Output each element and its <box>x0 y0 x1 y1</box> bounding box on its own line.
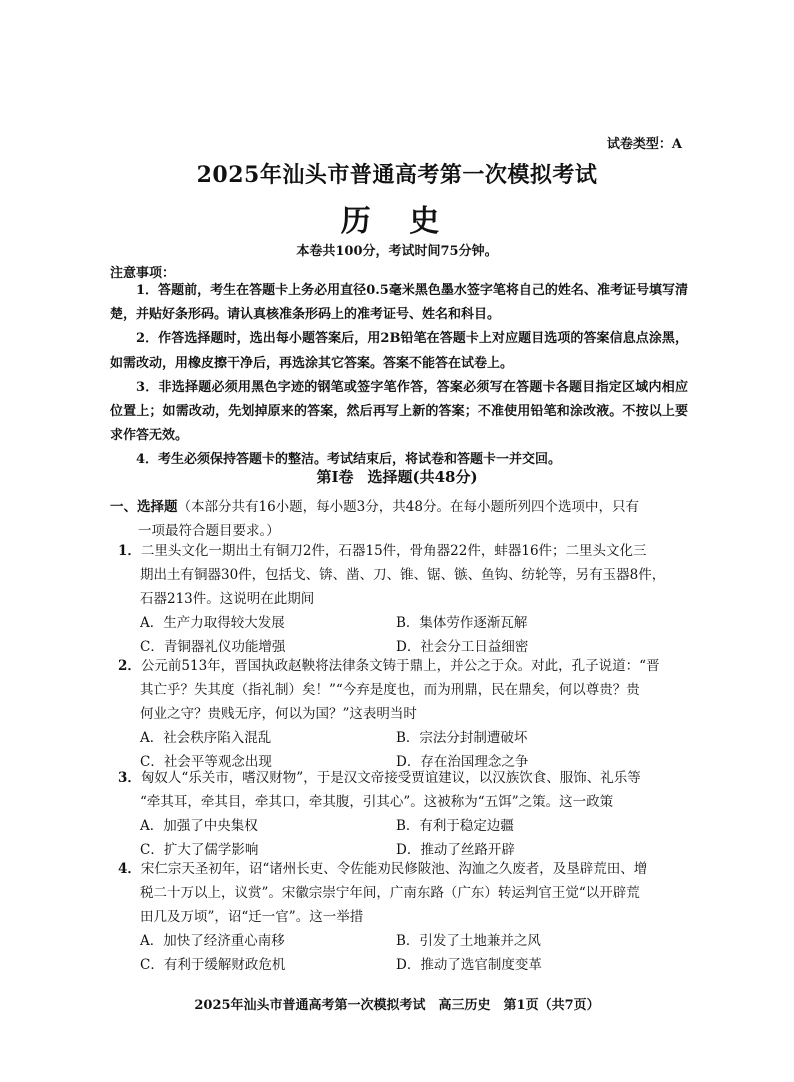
question-number: 4． <box>118 861 141 877</box>
section-title <box>0 466 794 487</box>
option-b: B．有利于稳定边疆 <box>396 818 514 834</box>
question-number: 3． <box>118 770 141 786</box>
section-title-part: 第Ⅰ卷 <box>316 468 354 486</box>
question-3 <box>118 766 690 862</box>
question-number: 2． <box>118 658 141 674</box>
notice-list <box>110 279 688 473</box>
option-a: A．加快了经济重心南移 <box>140 933 285 949</box>
option-d: D．存在治国理念之争 <box>396 754 529 770</box>
option-c: C．扩大了儒学影响 <box>140 842 259 858</box>
question-stem-line: 二里头文化一期出土有铜刀2件，石器15件，骨角器22件，蚌器16件；二里头文化三 <box>140 543 647 559</box>
question-stem-line: “牵其耳，牵其目，牵其口，牵其腹，引其心”。这被称为“五饵”之策。这一政策 <box>140 794 614 810</box>
option-a: A．加强了中央集权 <box>140 818 258 834</box>
option-b: B．引发了土地兼并之风 <box>396 933 541 949</box>
question-options <box>118 929 690 977</box>
question-stem-line: 石器213件。这说明在此期间 <box>140 591 315 607</box>
page-footer: 2025年汕头市普通高考第一次模拟考试 高三历史 第1页（共7页） <box>194 998 600 1013</box>
question-stem-line: 田几及万顷”，诏“迁一官”。这一举措 <box>140 909 364 925</box>
question-stem-line: 宋仁宗天圣初年，诏“诸州长吏、令佐能劝民修陂池、沟洫之久废者，及垦辟荒田、增 <box>140 861 648 877</box>
part-instructions <box>110 495 690 543</box>
option-d: D．推动了丝路开辟 <box>396 842 515 858</box>
question-number: 1． <box>118 543 141 559</box>
question-stem-line: 匈奴人“乐关市，嗜汉财物”，于是汉文帝接受贾谊建议，以汉族饮食、服饰、礼乐等 <box>140 770 641 786</box>
notice-item: 1．答题前，考生在答题卡上务必用直径0.5毫米黑色墨水签字笔将自己的姓名、准考证号填写清楚，并贴好条形码。请认真核准条形码上的准考证号、姓名和科目。 <box>110 283 688 323</box>
option-d: D．社会分工日益细密 <box>396 639 529 655</box>
option-b: B．宗法分封制遭破坏 <box>396 730 528 746</box>
option-c: C．社会平等观念出现 <box>140 754 272 770</box>
notice-item: 4．考生必须保持答题卡的整洁。考试结束后，将试卷和答题卡一并交回。 <box>136 452 562 468</box>
part-label: 一、选择题 <box>110 499 178 515</box>
question-stem-line: 税二十万以上，议赏”。宋徽宗崇宁年间，广南东路（广东）转运判官王觉“以开辟荒 <box>140 885 640 901</box>
question-stem-line: 何业之守？贵贱无序，何以为国？”这表明当时 <box>140 706 417 722</box>
question-1 <box>118 539 690 659</box>
question-4 <box>118 857 690 977</box>
question-2 <box>118 654 690 774</box>
notice-item: 3．非选择题必须用黑色字迹的钢笔或签字笔作答，答案必须写在答题卡各题目指定区域内相应位置上；如需改动，先划掉原来的答案，然后再写上新的答案；不准使用铅笔和涂改液。不按以上要求作答无效。 <box>110 379 688 444</box>
notice-item: 2．作答选择题时，选出每小题答案后，用2B铅笔在答题卡上对应题目选项的答案信息点涂黑，如需改动，用橡皮擦干净后，再选涂其它答案。答案不能答在试卷上。 <box>110 331 688 371</box>
part-instruction-line: 一项最符合题目要求。） <box>138 523 280 539</box>
question-options <box>118 611 690 659</box>
notice-heading: 注意事项： <box>110 266 176 281</box>
exam-title: 2025年汕头市普通高考第一次模拟考试 <box>196 162 598 188</box>
subject-title: 历 史 <box>340 204 454 239</box>
section-title-desc: 选择题(共48分) <box>367 468 478 486</box>
option-d: D．推动了选官制度变革 <box>396 957 542 973</box>
option-b: B．集体劳作逐渐瓦解 <box>396 615 528 631</box>
option-c: C．青铜器礼仪功能增强 <box>140 639 286 655</box>
question-stem-line: 其亡乎？失其度（指礼制）矣！”“今弃是度也，而为刑鼎，民在鼎矣，何以尊贵？贵 <box>140 682 640 698</box>
part-instruction-line: （本部分共有16小题，每小题3分，共48分。在每小题所列四个选项中，只有 <box>177 499 639 515</box>
option-a: A．生产力取得较大发展 <box>140 615 285 631</box>
exam-meta: 本卷共100分，考试时间75分钟。 <box>296 244 498 259</box>
option-c: C．有利于缓解财政危机 <box>140 957 286 973</box>
option-a: A．社会秩序陷入混乱 <box>140 730 272 746</box>
paper-type-label: 试卷类型：A <box>606 137 682 152</box>
question-stem-line: 公元前513年，晋国执政赵鞅将法律条文铸于鼎上，并公之于众。对此，孔子说道：“晋 <box>140 658 660 674</box>
question-options <box>118 814 690 862</box>
question-stem-line: 期出土有铜器30件，包括戈、锛、凿、刀、锥、锯、镞、鱼钩、纺轮等，另有玉器8件， <box>140 567 666 583</box>
